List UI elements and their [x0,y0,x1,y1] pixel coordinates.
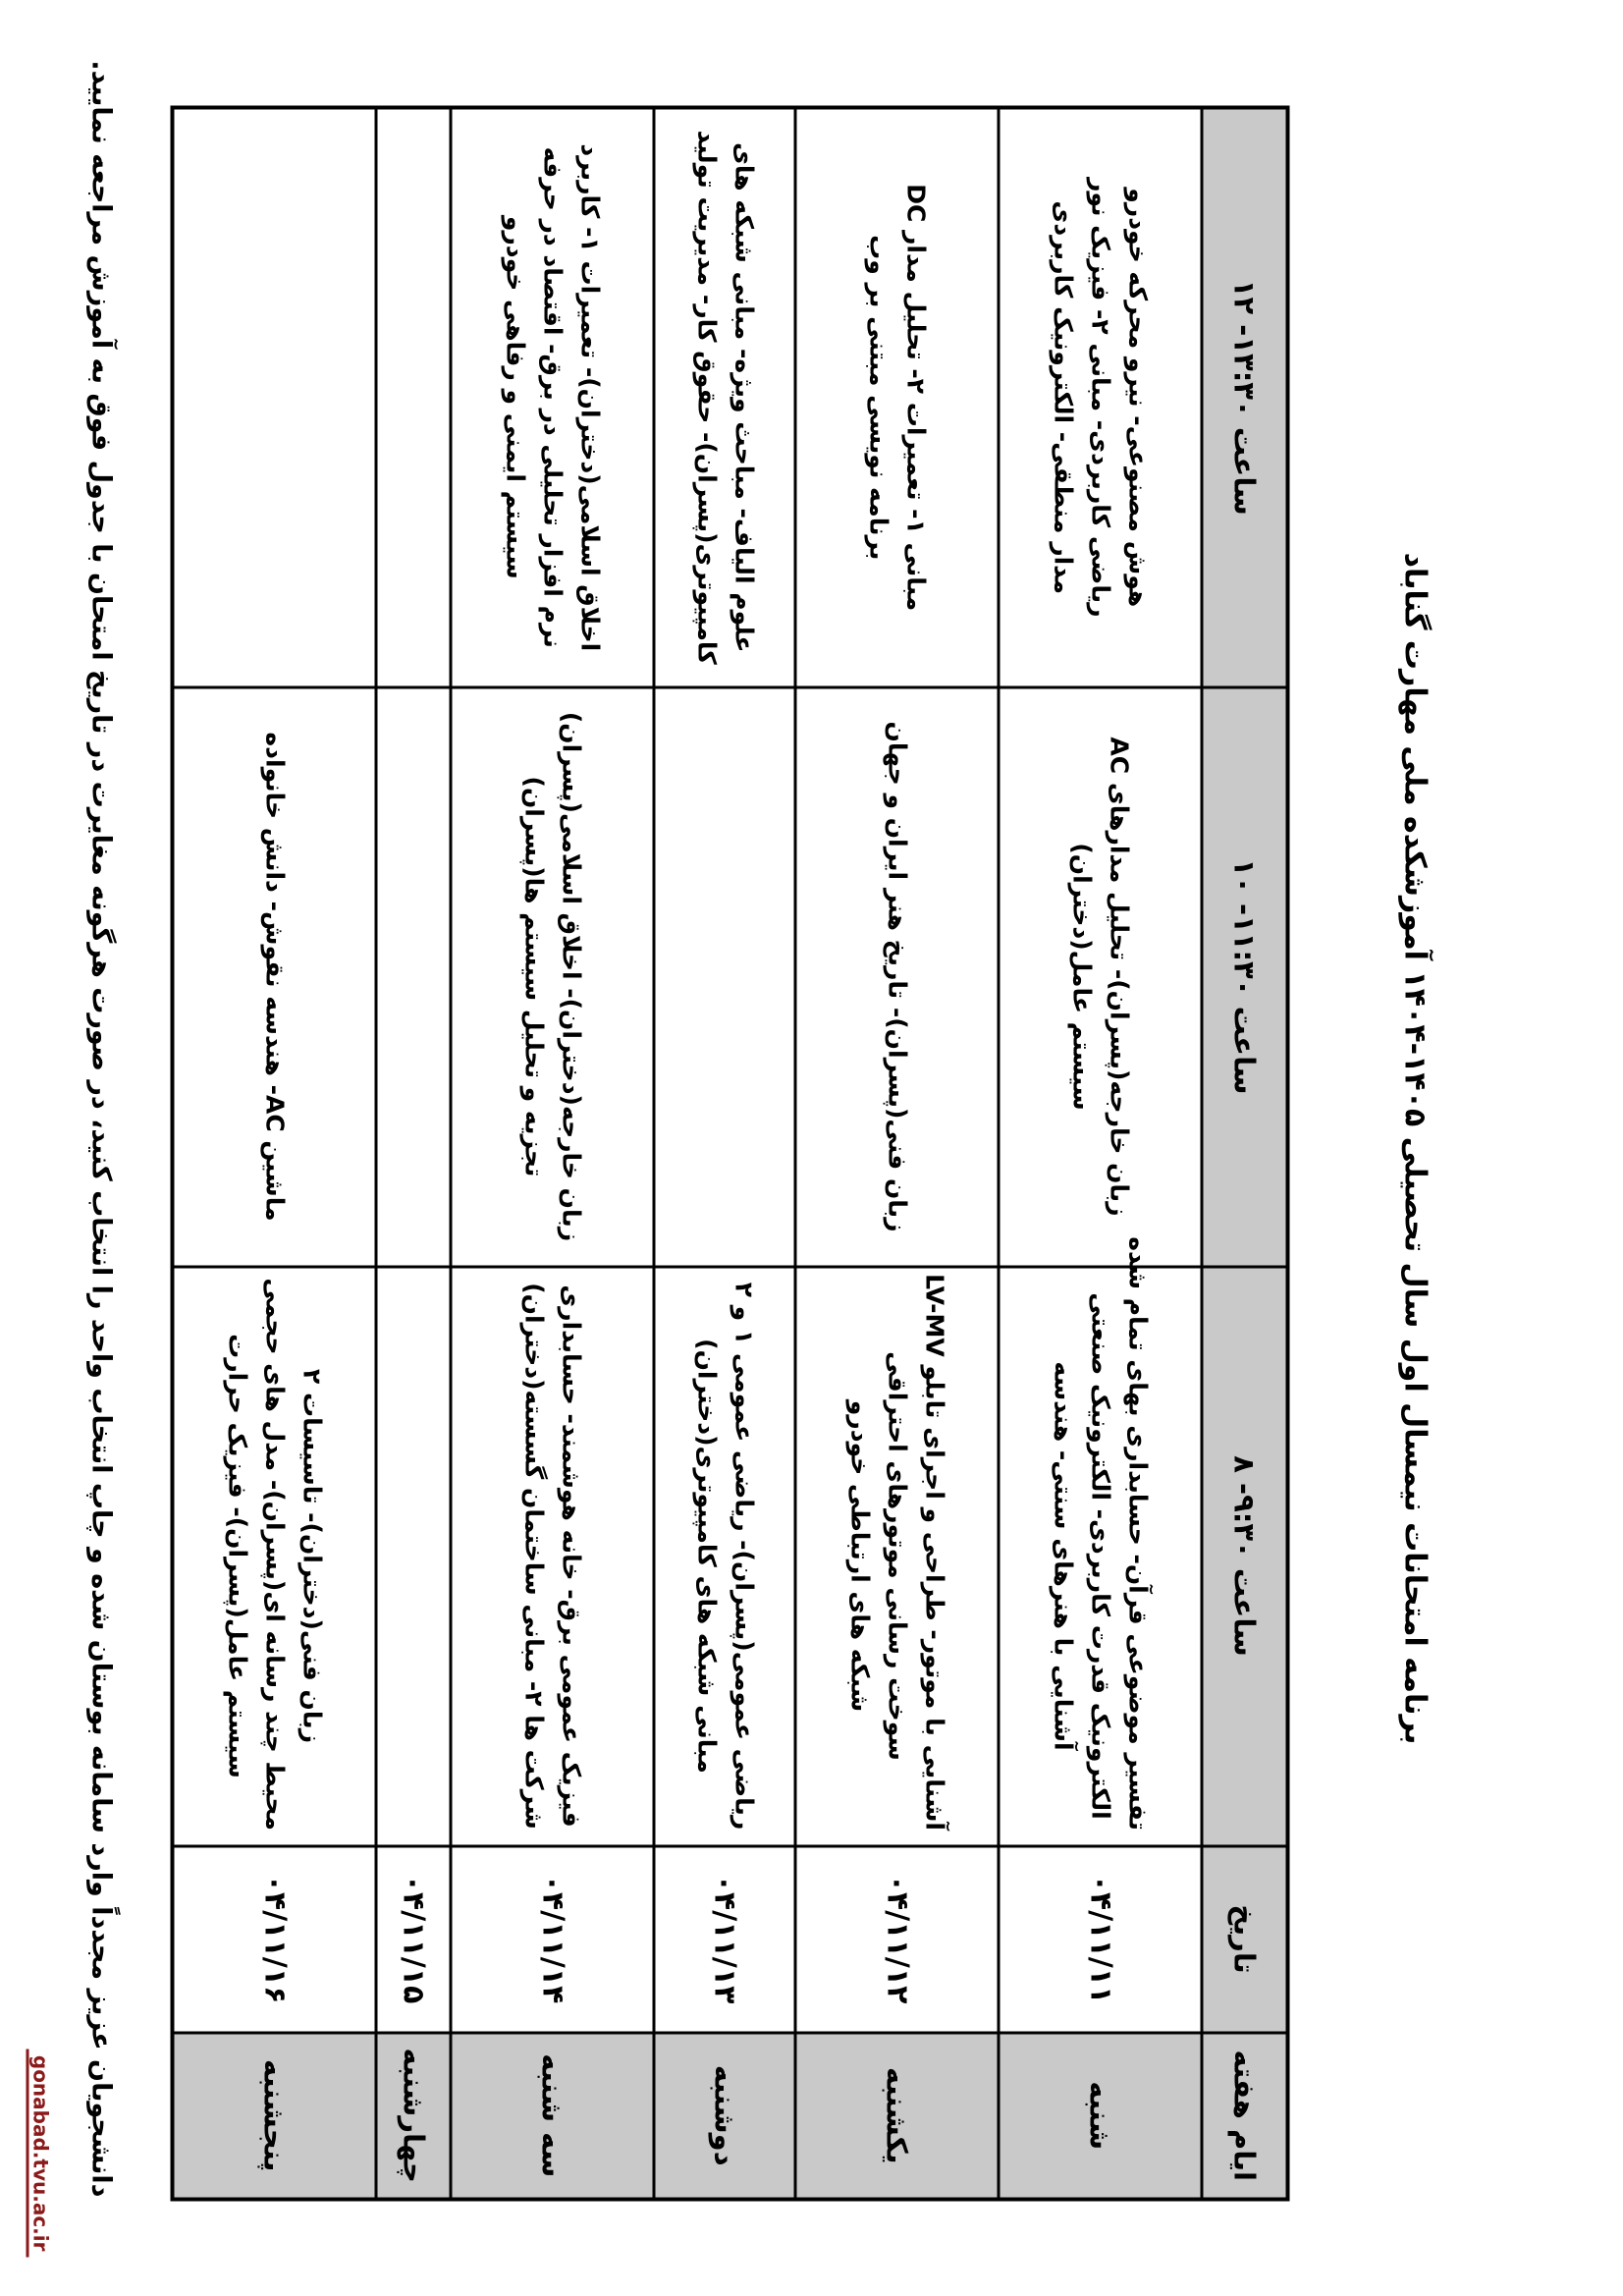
exam-cell-slot3 [172,107,376,686]
table-row [999,107,1202,2199]
exam-cell-slot2 [999,686,1202,1266]
date-cell: ۰۴/۱۱/۱۲ [795,1845,999,2032]
header-slot-12: ساعت ۱۳:۳۰- ۱۲ [1202,107,1288,686]
exam-course-line: ریاضی کاربردی- مبانی ۲- فیزیک نور [1086,177,1115,617]
exam-course-line: مبانی ۱- تعمیرات ۲- تحلیل مدار DC [901,183,931,611]
date-cell: ۰۴/۱۱/۱۶ [172,1845,376,2032]
exam-course-line: آشنایی با هنرهای سنتی- هندسه [1049,1360,1078,1751]
exam-course-line: الکترونیک قدرت کاربردی- الکترونیک صنعتی [1086,1291,1115,1820]
exam-cell-slot1 [654,1266,795,1845]
day-cell: سه شنبه [451,2032,654,2199]
exam-cell-slot2 [451,686,654,1266]
header-slot-8: ساعت ۹:۳۰- ۸ [1202,1266,1288,1845]
day-cell: دوشنبه [654,2032,795,2199]
exam-course-line: اخلاق اسلامی(دختران)- تعمیرات ۱- کاربرد [575,142,605,651]
exam-cell-slot1 [999,1235,1202,1845]
day-cell: شنبه [999,2032,1202,2199]
header-row [1202,107,1288,2199]
exam-course-line: مبانی شبکه های کامپیوتری(دختران) [691,1338,721,1774]
site-watermark: gonabad.tvu.ac.ir [26,2049,52,2257]
exam-course-line: کامپیوتری(پسران)- حقوق کار- مدیریت تولید [691,130,721,665]
table-row [172,107,376,2199]
exam-course-line: سیستم عامل(پسران)- فیزیک حرارت [223,1333,252,1778]
exam-course-line: زبان فنی(پسران)- تاریخ هنر ایران و جهان [883,721,912,1231]
exam-cell-slot3 [376,107,451,686]
exam-course-line: ریاضی عمومی(پسران)- ریاضی عمومی ۱ و ۲ [729,1282,758,1830]
exam-cell-slot3 [795,107,999,686]
day-cell: چهارشنبه [376,2032,451,2199]
exam-course-line: سیستم ایمنی و رفاهی خودرو [501,215,530,579]
table-row [376,107,451,2199]
exam-cell-slot1 [172,1266,376,1845]
exam-course-line: شبکه های ارتباطی خودرو [845,1399,875,1712]
table-row [451,107,654,2199]
date-cell: ۰۴/۱۱/۱۱ [999,1845,1202,2032]
exam-schedule-table [170,105,1289,2201]
exam-course-line: زبان خارجه(پسران)- تحلیل مدارهای AC [1105,736,1134,1217]
table-row [654,107,795,2199]
exam-course-line: سوخت رسانی موتورهای احتراقی [883,1350,912,1761]
date-cell: ۰۴/۱۱/۱۴ [451,1845,654,2032]
exam-course-line: سیستم عامل(دختران) [1067,842,1097,1111]
header-slot-10: ساعت ۱۱:۳۰- ۱۰ [1202,686,1288,1266]
schedule-body [172,107,1202,2199]
exam-course-line: شرکت ها ۲- مبانی ساختمان گسسته(دختران) [519,1282,549,1830]
exam-course-line: نرم افزار تحلیلی در برق- اقتصاد در حرفه [538,146,568,648]
exam-cell-slot2 [654,686,795,1266]
exam-course-line: فیزیک عمومی برق- خانه هوشمند- حسابداری [557,1284,586,1828]
exam-cell-slot3 [999,107,1202,686]
exam-course-line: تفسیر موضوعی قرآن- حسابداری بهای تمام شده [1123,1235,1153,1831]
exam-course-line: زبان فنی(دختران)- تاسیسات ۲ [298,1368,327,1743]
exam-course-line: آشنایی با موتور- طراحی و اجرای تابلو LV-MV [920,1273,949,1831]
exam-course-line: برنامه نویسی مبتنی بر وب [864,234,893,560]
exam-cell-slot2 [172,686,376,1266]
table-row [795,107,999,2199]
exam-cell-slot3 [451,107,654,686]
exam-cell-slot1 [451,1266,654,1845]
exam-course-line: مدار منطقی- الکترونیک کاربردی [1049,199,1078,594]
date-cell: ۰۴/۱۱/۱۳ [654,1845,795,2032]
exam-course-line: ماشین AC- هندسه نقوش- دانش خانواده [260,731,290,1222]
page-title: برنامه امتحانات نیمسال اول سال تحصیلی ۱۴۰۵-۱۴۰۴ آموزشکده ملی مهارت گناباد [1397,552,1432,1744]
footer-note: دانشجویان عزیز مجدداً وارد سامانه بوستان شده و چاپ انتخاب واحد را انتخاب کنید، در صورت هرگونه مغایرت در تاریخ امتحان با جدول فوق به آموزش مراجعه نمایید. [85,59,116,2197]
exam-cell-slot1 [376,1266,451,1845]
header-day: ایام هفته [1202,2032,1288,2199]
exam-cell-slot3 [654,107,795,686]
exam-cell-slot2 [376,686,451,1266]
exam-course-line: علوم الیاف- مباحث ویژه- مبانی شبکه های [729,141,758,652]
day-cell: یکشنبه [795,2032,999,2199]
exam-course-line: تجزیه و تحلیل سیستم ها(پسران) [519,776,549,1176]
date-cell: ۰۴/۱۱/۱۵ [376,1845,451,2032]
header-date: تاریخ [1202,1845,1288,2032]
day-cell: پنجشنبه [172,2032,376,2199]
exam-course-line: محیط چند رسانه ای(پسران)- مدل های حجمی [260,1277,290,1831]
exam-course-line: زبان خارجه(دختران)- اخلاق اسلامی(پسران) [557,711,586,1241]
exam-cell-slot2 [795,686,999,1266]
exam-course-line: هوش مصنوعی- نیرو محرکه خودرو [1123,187,1153,607]
exam-cell-slot1 [795,1266,999,1845]
